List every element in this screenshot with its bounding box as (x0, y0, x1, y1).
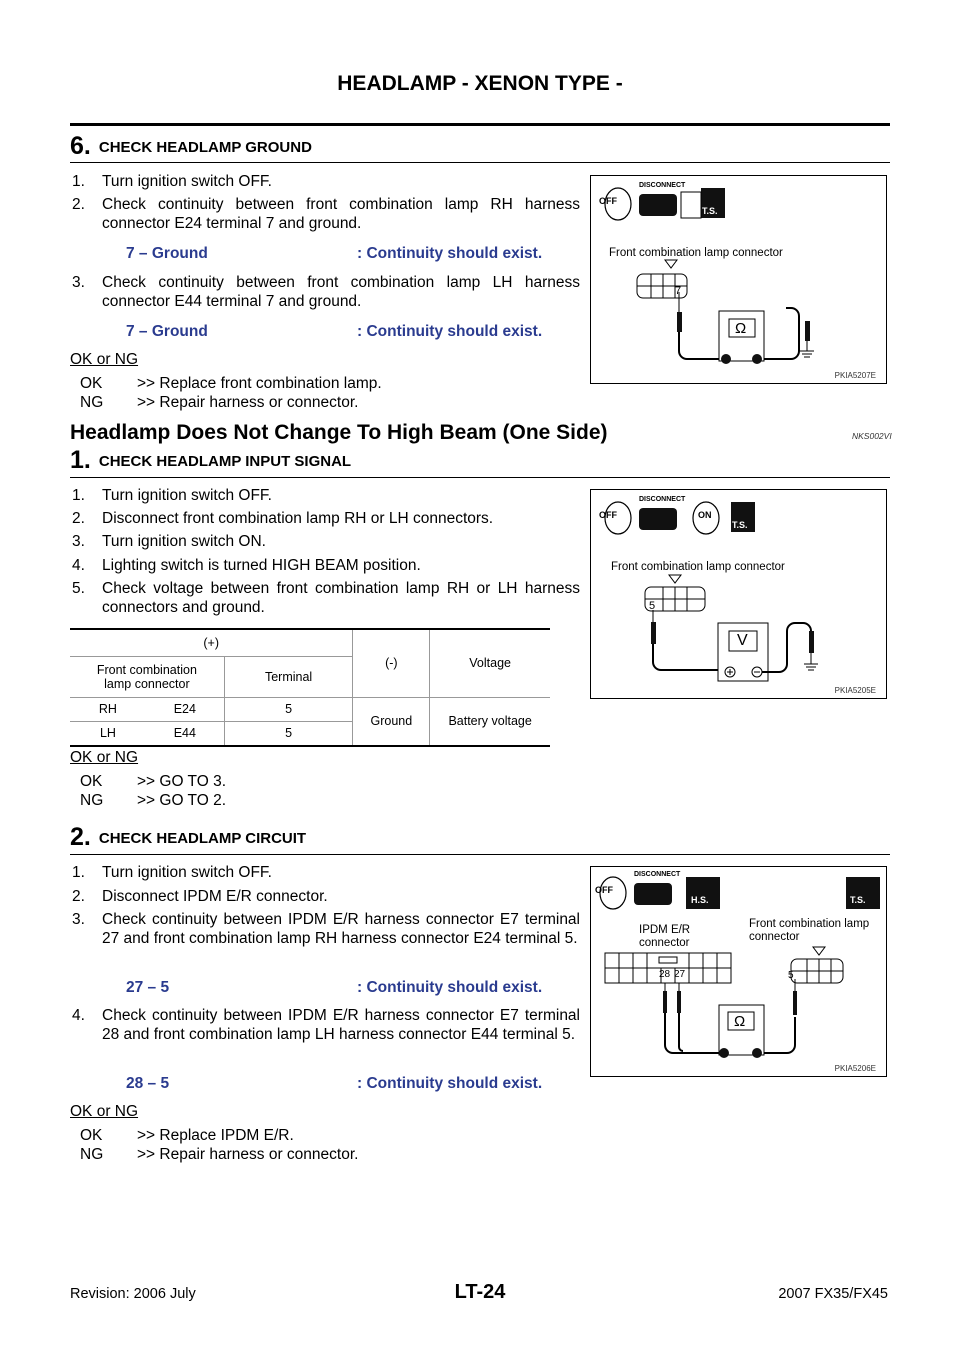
ts-icon-label: T.S. (702, 206, 718, 216)
spec-label: 28 – 5 (126, 1075, 170, 1092)
ok-label: OK (80, 773, 103, 790)
ohm-meter-icon: Ω (735, 320, 747, 337)
list-item: 5. Check voltage between front combination lamp RH or LH harness connectors and ground. (72, 580, 580, 616)
list-item: 1. Turn ignition switch OFF. (72, 487, 272, 504)
ok-result: >> Replace IPDM E/R. (137, 1127, 294, 1144)
section-title: Headlamp Does Not Change To High Beam (One Side) (70, 421, 608, 444)
spec-value: : Continuity should exist. (357, 979, 543, 996)
list-item: 4. Lighting switch is turned HIGH BEAM position. (72, 557, 421, 574)
ng-result: >> GO TO 2. (137, 792, 227, 809)
hs-icon-label: H.S. (691, 895, 709, 905)
voltage-table (70, 628, 550, 747)
step-1-heading (70, 446, 351, 475)
ok-or-ng: OK or NG (70, 351, 139, 368)
header-rule (70, 123, 890, 126)
page-number: LT-24 (454, 1281, 506, 1303)
ts-icon-label: T.S. (850, 895, 866, 905)
step-number: 1. (70, 446, 91, 474)
terminal-28-label: 28 (659, 969, 671, 980)
page-title: HEADLAMP - XENON TYPE - (337, 72, 623, 95)
ipdm-label-2: connector (639, 937, 690, 949)
disconnect-icon-label: DISCONNECT (639, 496, 686, 503)
step-title: CHECK HEADLAMP CIRCUIT (98, 830, 307, 847)
ground-cell: Ground (353, 697, 430, 745)
list-item: 1. Turn ignition switch OFF. (72, 864, 272, 881)
on-icon-label: ON (698, 510, 712, 520)
table-row: RH E24 5 Ground Battery voltage (70, 697, 550, 721)
ng-label: NG (80, 792, 104, 809)
fcl-label-2: connector (749, 931, 800, 943)
off-icon-label: OFF (595, 885, 613, 895)
off-icon-label: OFF (599, 510, 617, 520)
voltage-header: Voltage (469, 656, 511, 671)
ng-result: >> Repair harness or connector. (137, 394, 359, 411)
disconnect-icon-label: DISCONNECT (634, 871, 681, 878)
figure-headlamp-input-signal (590, 489, 887, 699)
figure-code: PKIA5206E (834, 1064, 876, 1073)
ipdm-label: IPDM E/R (639, 924, 691, 936)
revision-text: Revision: 2006 July (70, 1286, 196, 1302)
spec-label: 27 – 5 (126, 979, 170, 996)
table-row: LH E44 5 (70, 721, 550, 745)
step-title: CHECK HEADLAMP INPUT SIGNAL (98, 453, 352, 470)
step-2-heading (70, 823, 306, 852)
spec-label: 7 – Ground (126, 245, 208, 262)
off-icon-label: OFF (599, 196, 617, 206)
battery-voltage-cell: Battery voltage (430, 697, 550, 745)
ng-result: >> Repair harness or connector. (137, 1146, 359, 1163)
volt-meter-icon: V (737, 632, 748, 649)
terminal-label: 7 (675, 285, 682, 297)
fcl-label: Front combination lamp (749, 918, 870, 930)
spec-value: : Continuity should exist. (357, 245, 543, 262)
list-item: 1. Turn ignition switch OFF. (72, 173, 272, 190)
step-number: 2. (70, 823, 91, 851)
terminal-header: Terminal (224, 656, 353, 697)
list-item: 3. Check continuity between IPDM E/R harness connector E7 terminal 27 and front combination lamp RH harness connector E24 terminal 5. (72, 911, 580, 947)
terminal-5-label: 5 (788, 970, 794, 981)
step-number: 6. (70, 132, 91, 160)
ts-icon-label: T.S. (732, 520, 748, 530)
list-item: 4. Check continuity between IPDM E/R harness connector E7 terminal 28 and front combination lamp LH harness connector E44 terminal 5. (72, 1007, 580, 1043)
plus-header: (+) (70, 630, 353, 656)
section-code: NKS002VI (852, 431, 892, 441)
step-rule (70, 162, 890, 163)
spec-value: : Continuity should exist. (357, 323, 543, 340)
connector-header: Front combination lamp connector (70, 656, 224, 697)
ng-label: NG (80, 394, 104, 411)
list-item: 2. Disconnect IPDM E/R connector. (72, 888, 328, 905)
step-rule (70, 854, 890, 855)
ok-label: OK (80, 375, 103, 392)
spec-value: : Continuity should exist. (357, 1075, 543, 1092)
terminal-27-label: 27 (674, 969, 686, 980)
list-item: 2. Disconnect front combination lamp RH or LH connectors. (72, 510, 494, 527)
ok-or-ng: OK or NG (70, 749, 139, 766)
connector-label: Front combination lamp connector (609, 247, 783, 259)
terminal-label: 5 (649, 600, 656, 612)
ok-result: >> GO TO 3. (137, 773, 227, 790)
disconnect-icon-label: DISCONNECT (639, 182, 686, 189)
spec-label: 7 – Ground (126, 323, 208, 340)
model-text: 2007 FX35/FX45 (778, 1286, 888, 1302)
minus-header: (-) (353, 630, 430, 697)
figure-code: PKIA5207E (834, 371, 876, 380)
step-6-heading (70, 132, 312, 161)
step-rule (70, 477, 890, 478)
ok-label: OK (80, 1127, 103, 1144)
ok-or-ng: OK or NG (70, 1103, 139, 1120)
figure-code: PKIA5205E (834, 686, 876, 695)
list-item: 3. Turn ignition switch ON. (72, 533, 266, 550)
ng-label: NG (80, 1146, 104, 1163)
ohm-meter-icon: Ω (734, 1013, 746, 1030)
figure-headlamp-ground (590, 175, 887, 384)
step-title: CHECK HEADLAMP GROUND (98, 139, 312, 156)
figure-headlamp-circuit (590, 866, 887, 1077)
ok-result: >> Replace front combination lamp. (137, 375, 382, 392)
list-item: 2. Check continuity between front combination lamp RH harness connector E24 terminal 7 and ground. (72, 196, 580, 232)
connector-label: Front combination lamp connector (611, 561, 785, 573)
list-item: 3. Check continuity between front combination lamp LH harness connector E44 terminal 7 and ground. (72, 274, 580, 310)
